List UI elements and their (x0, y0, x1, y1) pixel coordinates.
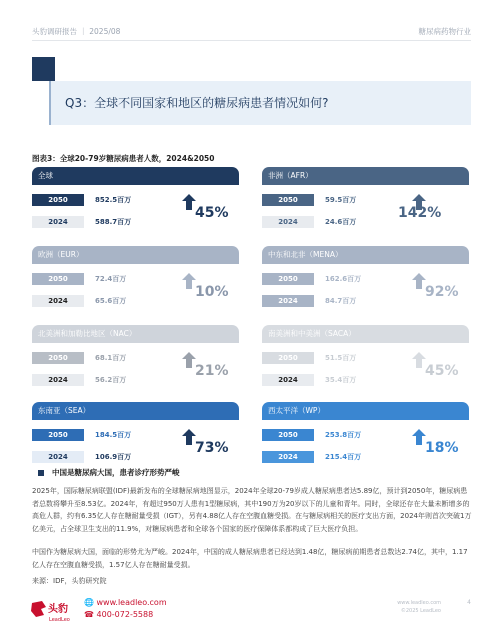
patient-count: 65.6百万 (95, 297, 127, 305)
growth-percent: 21% (195, 363, 229, 379)
year-label: 2024 (262, 374, 314, 386)
patient-count: 253.8百万 (325, 431, 362, 439)
question-square-decoration (32, 57, 55, 81)
region-card (262, 325, 469, 395)
growth-arrow-icon (182, 273, 196, 289)
question-title: Q3：全球不同国家和地区的糖尿病患者情况如何? (65, 96, 329, 110)
year-label: 2050 (262, 352, 314, 364)
growth-percent: 18% (425, 440, 459, 456)
patient-count: 59.5百万 (325, 196, 357, 204)
patient-count: 84.7百万 (325, 297, 357, 305)
region-card-title: 南美洲和中美洲（SACA） (262, 325, 469, 343)
section-title: 中国是糖尿病大国，患者诊疗形势严峻 (52, 468, 180, 477)
region-card-title: 全球 (32, 167, 239, 185)
patient-count: 215.4百万 (325, 453, 362, 461)
year-row (32, 429, 176, 441)
year-row (262, 374, 406, 386)
growth-percent: 142% (398, 205, 442, 221)
year-row (262, 451, 406, 463)
patient-count: 24.6百万 (325, 218, 357, 226)
year-label: 2024 (32, 295, 84, 307)
growth-percent: 45% (195, 205, 229, 221)
paragraph-2: 中国作为糖尿病大国，面临的形势尤为严峻。2024年，中国的成人糖尿病患者已经达到1.48亿，糖尿病前期患者总数达2.74亿，其中，1.17亿人存在空腹血糖受损，1.57亿人存在糖耐量受损。 (32, 548, 468, 569)
growth-arrow-icon (182, 352, 196, 368)
patient-count: 56.2百万 (95, 376, 127, 384)
patient-count: 51.5百万 (325, 354, 357, 362)
region-card (262, 167, 469, 237)
year-label: 2050 (262, 273, 314, 285)
growth-percent: 45% (425, 363, 459, 379)
bullet-square-icon (38, 470, 44, 476)
year-row (262, 273, 406, 285)
year-row (32, 216, 176, 228)
year-row (32, 194, 176, 206)
year-label: 2050 (32, 273, 84, 285)
year-row (262, 216, 406, 228)
growth-percent: 92% (425, 284, 459, 300)
growth-percent: 73% (195, 440, 229, 456)
patient-count: 35.4百万 (325, 376, 357, 384)
year-row (32, 273, 176, 285)
region-card (32, 167, 239, 237)
region-card-title: 非洲（AFR） (262, 167, 469, 185)
region-card (32, 402, 239, 472)
region-card-title: 欧洲（EUR） (32, 246, 239, 264)
patient-count: 68.1百万 (95, 354, 127, 362)
growth-arrow-icon (412, 273, 426, 289)
region-card-title: 北美洲和加勒比地区（NAC） (32, 325, 239, 343)
page-header (32, 26, 471, 37)
source-note: 来源：IDF，头豹研究院 (32, 577, 107, 585)
year-row (32, 451, 176, 463)
year-row (32, 352, 176, 364)
growth-arrow-icon (412, 352, 426, 368)
growth-arrow-icon (412, 429, 426, 445)
leadleo-logo-icon (28, 599, 74, 623)
growth-percent: 10% (195, 284, 229, 300)
year-row (32, 374, 176, 386)
year-row (262, 352, 406, 364)
patient-count: 72.4百万 (95, 275, 127, 283)
footer-credit: www.leadleo.com ©2025 LeadLeo (397, 600, 441, 614)
year-label: 2024 (32, 216, 84, 228)
year-label: 2050 (262, 194, 314, 206)
region-card-title: 东南亚（SEA） (32, 402, 239, 420)
year-row (262, 429, 406, 441)
patient-count: 588.7百万 (95, 218, 132, 226)
patient-count: 184.5百万 (95, 431, 132, 439)
industry-label: 糖尿病药物行业 (418, 27, 471, 36)
page-number: 4 (467, 599, 471, 606)
growth-arrow-icon (182, 429, 196, 445)
region-card-title: 西太平洋（WP） (262, 402, 469, 420)
year-label: 2050 (32, 194, 84, 206)
year-row (32, 295, 176, 307)
region-card-title: 中东和北非（MENA） (262, 246, 469, 264)
region-card (262, 246, 469, 316)
region-card (32, 325, 239, 395)
region-card (262, 402, 469, 472)
year-row (262, 295, 406, 307)
patient-count: 852.5百万 (95, 196, 132, 204)
growth-arrow-icon (182, 194, 196, 210)
year-label: 2050 (32, 429, 84, 441)
phone-number[interactable]: ☎ 400-072-5588 (84, 610, 154, 619)
question-box (32, 57, 471, 125)
svg-text:头豹: 头豹 (48, 604, 68, 615)
year-label: 2050 (262, 429, 314, 441)
year-label: 2024 (32, 451, 84, 463)
svg-text:LeadLeo: LeadLeo (49, 617, 70, 623)
paragraph-1: 2025年，国际糖尿病联盟(IDF)最新发布的全球糖尿病地图显示，2024年全球20-79岁成人糖尿病患者达5.89亿，预计到2050年，糖尿病患者总数将攀升至8.53亿。2024年，有超过950万人患有1型糖尿病，其中190万为20岁以下的儿童和青年。同时，全球还存在大量未断增多的高危人群，约有6.35亿人存在糖耐量受损（IGT），另有4.88亿人存在空腹血糖受损。在与糖尿病相关的医疗支出方面，2024年则首次突破1万亿美元，占全球卫生支出的11.9%，对糖尿病患者和全球各个国家的医疗保障体系都构成了巨大医疗负担。 (32, 487, 472, 533)
year-label: 2050 (32, 352, 84, 364)
header-divider (32, 40, 471, 41)
year-row (262, 194, 406, 206)
patient-count: 106.9百万 (95, 453, 132, 461)
year-label: 2024 (262, 451, 314, 463)
figure-title: 图表3：全球20-79岁糖尿病患者人数，2024&2050 (32, 154, 215, 163)
website-link[interactable]: 🌐 www.leadleo.com (84, 598, 167, 607)
year-label: 2024 (32, 374, 84, 386)
year-label: 2024 (262, 216, 314, 228)
year-label: 2024 (262, 295, 314, 307)
region-card (32, 246, 239, 316)
patient-count: 162.6百万 (325, 275, 362, 283)
report-info: 头豹调研报告 ｜ 2025/08 (32, 27, 121, 36)
